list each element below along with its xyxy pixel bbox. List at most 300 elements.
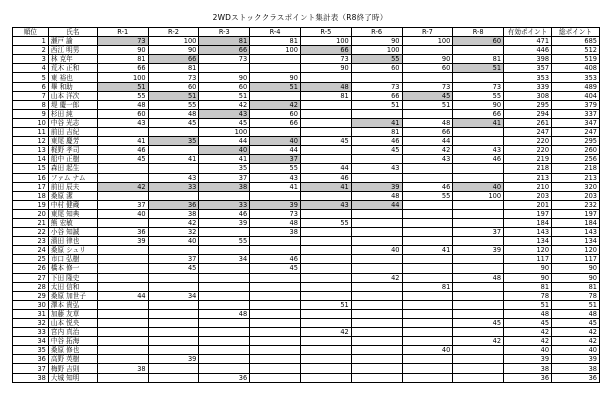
- rank-cell: 7: [13, 91, 49, 100]
- round-points-cell: [250, 373, 301, 382]
- name-cell: 桑原 潔: [48, 191, 97, 200]
- round-points-cell: 48: [97, 100, 148, 109]
- round-points-cell: 66: [453, 109, 504, 118]
- round-points-cell: 60: [97, 109, 148, 118]
- round-points-cell: [351, 209, 402, 218]
- round-points-cell: 51: [453, 64, 504, 73]
- rank-cell: 6: [13, 82, 49, 91]
- round-points-cell: 38: [97, 364, 148, 373]
- round-points-cell: 39: [453, 246, 504, 255]
- round-points-cell: [97, 164, 148, 173]
- round-points-cell: [351, 109, 402, 118]
- round-points-cell: 100: [351, 46, 402, 55]
- round-points-cell: 39: [97, 237, 148, 246]
- column-header: R-2: [148, 28, 199, 37]
- round-points-cell: [351, 73, 402, 82]
- rank-cell: 21: [13, 218, 49, 227]
- round-points-cell: [199, 319, 250, 328]
- round-points-cell: 42: [402, 146, 453, 155]
- round-points-cell: 60: [250, 109, 301, 118]
- round-points-cell: [148, 164, 199, 173]
- total-points-cell: 260: [552, 146, 600, 155]
- total-points-cell: 40: [552, 346, 600, 355]
- table-row: [13, 82, 600, 91]
- name-cell: 濱田 律也: [48, 237, 97, 246]
- round-points-cell: [97, 246, 148, 255]
- total-points-cell: 353: [552, 73, 600, 82]
- name-cell: 東尾 慶芳: [48, 137, 97, 146]
- round-points-cell: [351, 373, 402, 382]
- table-row: [13, 164, 600, 173]
- rank-cell: 13: [13, 146, 49, 155]
- round-points-cell: 60: [148, 82, 199, 91]
- round-points-cell: 100: [199, 128, 250, 137]
- total-points-cell: 90: [552, 273, 600, 282]
- round-points-cell: [402, 364, 453, 373]
- total-points-cell: 120: [552, 246, 600, 255]
- round-points-cell: [453, 291, 504, 300]
- round-points-cell: 90: [199, 73, 250, 82]
- round-points-cell: [250, 273, 301, 282]
- round-points-cell: [148, 337, 199, 346]
- round-points-cell: [300, 128, 351, 137]
- round-points-cell: [402, 109, 453, 118]
- round-points-cell: [453, 364, 504, 373]
- round-points-cell: 43: [402, 155, 453, 164]
- name-cell: 森田 起生: [48, 164, 97, 173]
- round-points-cell: [402, 228, 453, 237]
- table-body: [13, 37, 600, 383]
- round-points-cell: [250, 328, 301, 337]
- name-cell: 中谷 拓海: [48, 337, 97, 346]
- total-points-cell: 218: [552, 164, 600, 173]
- name-cell: 梶野 孝司: [48, 146, 97, 155]
- column-header: R-4: [250, 28, 301, 37]
- table-row: [13, 64, 600, 73]
- round-points-cell: [300, 337, 351, 346]
- rank-cell: 26: [13, 264, 49, 273]
- valid-points-cell: 210: [504, 182, 552, 191]
- round-points-cell: [351, 264, 402, 273]
- round-points-cell: 48: [199, 309, 250, 318]
- rank-cell: 14: [13, 155, 49, 164]
- total-points-cell: 117: [552, 255, 600, 264]
- table-row: [13, 364, 600, 373]
- valid-points-cell: 197: [504, 209, 552, 218]
- round-points-cell: 81: [351, 128, 402, 137]
- round-points-cell: 39: [199, 218, 250, 227]
- round-points-cell: 43: [250, 173, 301, 182]
- rank-cell: 29: [13, 291, 49, 300]
- round-points-cell: [250, 364, 301, 373]
- round-points-cell: [402, 264, 453, 273]
- round-points-cell: [402, 46, 453, 55]
- round-points-cell: 60: [453, 37, 504, 46]
- valid-points-cell: 117: [504, 255, 552, 264]
- round-points-cell: 81: [453, 55, 504, 64]
- round-points-cell: [199, 273, 250, 282]
- rank-cell: 17: [13, 182, 49, 191]
- round-points-cell: 51: [199, 91, 250, 100]
- total-points-cell: 379: [552, 100, 600, 109]
- column-header: 氏名: [48, 28, 97, 37]
- round-points-cell: 43: [300, 200, 351, 209]
- round-points-cell: [453, 128, 504, 137]
- round-points-cell: 48: [300, 82, 351, 91]
- round-points-cell: 51: [402, 100, 453, 109]
- rank-cell: 2: [13, 46, 49, 55]
- round-points-cell: [250, 55, 301, 64]
- round-points-cell: [148, 364, 199, 373]
- total-points-cell: 51: [552, 300, 600, 309]
- rank-cell: 36: [13, 355, 49, 364]
- column-header: 総ポイント: [552, 28, 600, 37]
- round-points-cell: 40: [453, 182, 504, 191]
- rank-cell: 10: [13, 118, 49, 127]
- table-row: [13, 118, 600, 127]
- round-points-cell: [148, 309, 199, 318]
- name-cell: 船中 正樹: [48, 155, 97, 164]
- round-points-cell: [250, 337, 301, 346]
- name-cell: ファム ナム: [48, 173, 97, 182]
- round-points-cell: [402, 328, 453, 337]
- round-points-cell: 44: [97, 291, 148, 300]
- name-cell: 加藤 友草: [48, 309, 97, 318]
- round-points-cell: [351, 355, 402, 364]
- valid-points-cell: 261: [504, 118, 552, 127]
- table-row: [13, 37, 600, 46]
- round-points-cell: [351, 319, 402, 328]
- round-points-cell: 51: [300, 300, 351, 309]
- round-points-cell: 40: [97, 209, 148, 218]
- table-row: [13, 137, 600, 146]
- round-points-cell: 41: [97, 137, 148, 146]
- rank-cell: 28: [13, 282, 49, 291]
- round-points-cell: 81: [199, 37, 250, 46]
- total-points-cell: 38: [552, 364, 600, 373]
- round-points-cell: 45: [148, 118, 199, 127]
- round-points-cell: [300, 264, 351, 273]
- round-points-cell: 100: [300, 37, 351, 46]
- round-points-cell: [97, 309, 148, 318]
- round-points-cell: [402, 319, 453, 328]
- round-points-cell: [453, 164, 504, 173]
- round-points-cell: [250, 355, 301, 364]
- rank-cell: 30: [13, 300, 49, 309]
- rank-cell: 20: [13, 209, 49, 218]
- round-points-cell: 42: [351, 273, 402, 282]
- name-cell: 中谷 光志: [48, 118, 97, 127]
- table-row: [13, 337, 600, 346]
- name-cell: 市口 弘樹: [48, 255, 97, 264]
- round-points-cell: [148, 246, 199, 255]
- round-points-cell: 42: [97, 182, 148, 191]
- round-points-cell: [351, 255, 402, 264]
- round-points-cell: 66: [250, 118, 301, 127]
- round-points-cell: 66: [199, 46, 250, 55]
- round-points-cell: [250, 282, 301, 291]
- round-points-cell: [148, 373, 199, 382]
- round-points-cell: 100: [250, 46, 301, 55]
- valid-points-cell: 353: [504, 73, 552, 82]
- rank-cell: 5: [13, 73, 49, 82]
- total-points-cell: 48: [552, 309, 600, 318]
- total-points-cell: 90: [552, 264, 600, 273]
- table-row: [13, 209, 600, 218]
- column-header: R-3: [199, 28, 250, 37]
- round-points-cell: 51: [351, 100, 402, 109]
- rank-cell: 1: [13, 37, 49, 46]
- total-points-cell: 519: [552, 55, 600, 64]
- round-points-cell: 35: [148, 137, 199, 146]
- document-title: 2WDストッククラスポイント集計表（R8終了時）: [212, 13, 388, 22]
- valid-points-cell: 247: [504, 128, 552, 137]
- total-points-cell: 685: [552, 37, 600, 46]
- total-points-cell: 78: [552, 291, 600, 300]
- rank-cell: 34: [13, 337, 49, 346]
- round-points-cell: 40: [402, 346, 453, 355]
- name-cell: 杉田 純: [48, 109, 97, 118]
- round-points-cell: 44: [250, 146, 301, 155]
- column-header: 順位: [13, 28, 49, 37]
- name-cell: 東尾 知典: [48, 209, 97, 218]
- round-points-cell: 41: [250, 182, 301, 191]
- name-cell: 前田 吉紀: [48, 128, 97, 137]
- round-points-cell: 46: [300, 173, 351, 182]
- valid-points-cell: 220: [504, 137, 552, 146]
- round-points-cell: [148, 328, 199, 337]
- round-points-cell: 51: [148, 91, 199, 100]
- total-points-cell: 295: [552, 137, 600, 146]
- round-points-cell: [453, 373, 504, 382]
- name-cell: 梅野 吉則: [48, 364, 97, 373]
- table-row: [13, 237, 600, 246]
- table-row: [13, 319, 600, 328]
- round-points-cell: 46: [402, 182, 453, 191]
- round-points-cell: 36: [97, 228, 148, 237]
- round-points-cell: 46: [250, 255, 301, 264]
- round-points-cell: 44: [402, 137, 453, 146]
- name-cell: 宮内 真治: [48, 328, 97, 337]
- round-points-cell: 48: [250, 218, 301, 227]
- round-points-cell: [402, 373, 453, 382]
- total-points-cell: 489: [552, 82, 600, 91]
- name-cell: 橋本 修一: [48, 264, 97, 273]
- round-points-cell: 40: [351, 246, 402, 255]
- round-points-cell: [97, 373, 148, 382]
- rank-cell: 38: [13, 373, 49, 382]
- round-points-cell: [300, 155, 351, 164]
- round-points-cell: [351, 364, 402, 373]
- round-points-cell: 55: [351, 55, 402, 64]
- rank-cell: 24: [13, 246, 49, 255]
- round-points-cell: [97, 328, 148, 337]
- round-points-cell: 41: [199, 155, 250, 164]
- round-points-cell: [199, 264, 250, 273]
- round-points-cell: [199, 246, 250, 255]
- round-points-cell: [250, 300, 301, 309]
- round-points-cell: [250, 91, 301, 100]
- table-row: [13, 282, 600, 291]
- total-points-cell: 213: [552, 173, 600, 182]
- round-points-cell: 45: [453, 319, 504, 328]
- round-points-cell: [300, 364, 351, 373]
- round-points-cell: [402, 73, 453, 82]
- round-points-cell: 43: [199, 109, 250, 118]
- round-points-cell: 37: [453, 228, 504, 237]
- name-cell: 桑原 修也: [48, 346, 97, 355]
- round-points-cell: 73: [300, 55, 351, 64]
- table-row: [13, 328, 600, 337]
- round-points-cell: [97, 282, 148, 291]
- round-points-cell: 37: [250, 155, 301, 164]
- round-points-cell: 43: [148, 173, 199, 182]
- round-points-cell: 34: [148, 291, 199, 300]
- name-cell: 桑原 加世子: [48, 291, 97, 300]
- round-points-cell: 33: [148, 182, 199, 191]
- valid-points-cell: 220: [504, 146, 552, 155]
- round-points-cell: 43: [351, 164, 402, 173]
- round-points-cell: [300, 209, 351, 218]
- round-points-cell: 90: [300, 64, 351, 73]
- round-points-cell: 40: [250, 137, 301, 146]
- round-points-cell: 40: [148, 237, 199, 246]
- round-points-cell: 60: [199, 82, 250, 91]
- round-points-cell: [250, 64, 301, 73]
- round-points-cell: 37: [148, 255, 199, 264]
- round-points-cell: 48: [351, 191, 402, 200]
- rank-cell: 37: [13, 364, 49, 373]
- round-points-cell: 37: [199, 173, 250, 182]
- total-points-cell: 36: [552, 373, 600, 382]
- valid-points-cell: 40: [504, 346, 552, 355]
- round-points-cell: 55: [199, 237, 250, 246]
- round-points-cell: [402, 209, 453, 218]
- round-points-cell: 48: [453, 273, 504, 282]
- valid-points-cell: 143: [504, 228, 552, 237]
- round-points-cell: [199, 337, 250, 346]
- round-points-cell: [351, 328, 402, 337]
- round-points-cell: 73: [250, 209, 301, 218]
- round-points-cell: 90: [351, 37, 402, 46]
- round-points-cell: [351, 346, 402, 355]
- table-row: [13, 309, 600, 318]
- name-cell: 山本 洋次: [48, 91, 97, 100]
- round-points-cell: 42: [250, 100, 301, 109]
- round-points-cell: [199, 191, 250, 200]
- table-row: [13, 300, 600, 309]
- total-points-cell: 42: [552, 337, 600, 346]
- total-points-cell: 247: [552, 128, 600, 137]
- name-cell: 山本 悦央: [48, 319, 97, 328]
- total-points-cell: 134: [552, 237, 600, 246]
- valid-points-cell: 78: [504, 291, 552, 300]
- name-cell: 荒木 正和: [48, 64, 97, 73]
- name-cell: 瀬戸 諭: [48, 37, 97, 46]
- table-row: [13, 228, 600, 237]
- round-points-cell: 73: [351, 82, 402, 91]
- round-points-cell: [351, 291, 402, 300]
- round-points-cell: [199, 282, 250, 291]
- table-row: [13, 55, 600, 64]
- round-points-cell: 81: [250, 37, 301, 46]
- round-points-cell: [402, 255, 453, 264]
- round-points-cell: [300, 191, 351, 200]
- round-points-cell: 45: [402, 91, 453, 100]
- table-row: [13, 146, 600, 155]
- table-row: [13, 91, 600, 100]
- valid-points-cell: 184: [504, 218, 552, 227]
- round-points-cell: [351, 337, 402, 346]
- round-points-cell: [402, 300, 453, 309]
- round-points-cell: [402, 237, 453, 246]
- round-points-cell: 46: [351, 137, 402, 146]
- round-points-cell: 42: [300, 328, 351, 337]
- table-row: [13, 255, 600, 264]
- points-table: [12, 27, 600, 383]
- total-points-cell: 197: [552, 209, 600, 218]
- round-points-cell: 66: [402, 128, 453, 137]
- column-header: R-7: [402, 28, 453, 37]
- round-points-cell: [402, 273, 453, 282]
- total-points-cell: 347: [552, 118, 600, 127]
- round-points-cell: 60: [351, 64, 402, 73]
- round-points-cell: [148, 282, 199, 291]
- round-points-cell: [453, 73, 504, 82]
- round-points-cell: [453, 200, 504, 209]
- round-points-cell: 90: [453, 100, 504, 109]
- round-points-cell: [402, 200, 453, 209]
- table-row: [13, 173, 600, 182]
- round-points-cell: [148, 146, 199, 155]
- total-points-cell: 143: [552, 228, 600, 237]
- round-points-cell: [351, 155, 402, 164]
- table-row: [13, 373, 600, 382]
- round-points-cell: 48: [148, 109, 199, 118]
- round-points-cell: 100: [402, 37, 453, 46]
- table-row: [13, 273, 600, 282]
- total-points-cell: 42: [552, 328, 600, 337]
- round-points-cell: 38: [199, 182, 250, 191]
- rank-cell: 22: [13, 228, 49, 237]
- round-points-cell: [351, 300, 402, 309]
- round-points-cell: [351, 228, 402, 237]
- valid-points-cell: 81: [504, 282, 552, 291]
- total-points-cell: 320: [552, 182, 600, 191]
- round-points-cell: [402, 173, 453, 182]
- round-points-cell: [351, 282, 402, 291]
- round-points-cell: 100: [148, 37, 199, 46]
- valid-points-cell: 471: [504, 37, 552, 46]
- round-points-cell: [97, 273, 148, 282]
- total-points-cell: 404: [552, 91, 600, 100]
- valid-points-cell: 203: [504, 191, 552, 200]
- valid-points-cell: 339: [504, 82, 552, 91]
- valid-points-cell: 39: [504, 355, 552, 364]
- round-points-cell: [97, 337, 148, 346]
- round-points-cell: 41: [148, 155, 199, 164]
- round-points-cell: 37: [97, 200, 148, 209]
- round-points-cell: 44: [351, 200, 402, 209]
- round-points-cell: [300, 73, 351, 82]
- name-cell: 桑原 シュリ: [48, 246, 97, 255]
- round-points-cell: [148, 128, 199, 137]
- round-points-cell: [148, 191, 199, 200]
- round-points-cell: [250, 346, 301, 355]
- round-points-cell: [300, 273, 351, 282]
- name-cell: 林 克年: [48, 55, 97, 64]
- table-row: [13, 355, 600, 364]
